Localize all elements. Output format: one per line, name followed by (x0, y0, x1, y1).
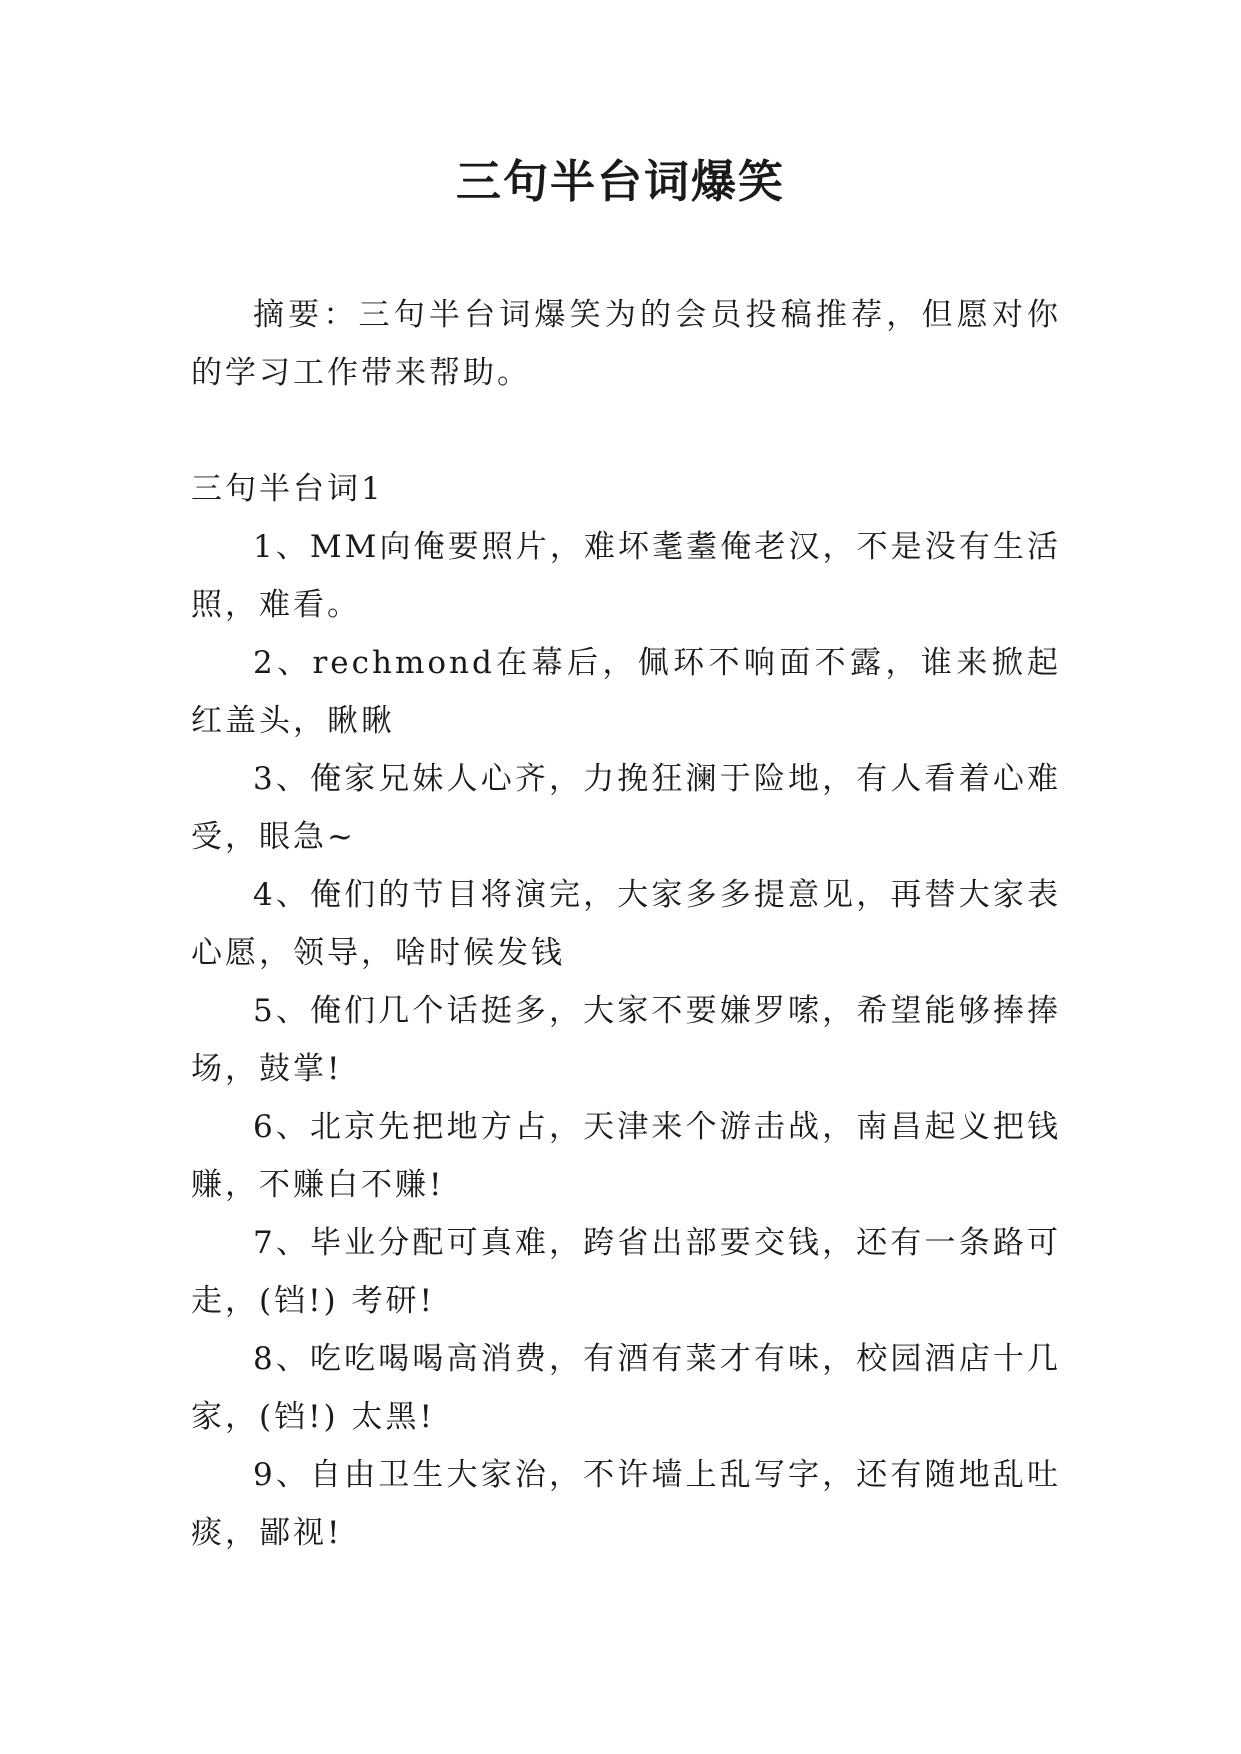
list-item: 3、俺家兄妹人心齐，力挽狂澜于险地，有人看着心难受，眼急~ (191, 761, 1061, 855)
list-item: 6、北京先把地方占，天津来个游击战，南昌起义把钱赚，不赚白不赚! (191, 1109, 1061, 1203)
list-item: 8、吃吃喝喝高消费，有酒有菜才有味，校园酒店十几家，(铛!) 太黑! (191, 1341, 1061, 1435)
summary-paragraph: 摘要：三句半台词爆笑为的会员投稿推荐，但愿对你的学习工作带来帮助。 (191, 297, 1061, 391)
document-body (191, 286, 1061, 1562)
document-title: 三句半台词爆笑 (455, 155, 785, 208)
list-item: 4、俺们的节目将演完，大家多多提意见，再替大家表心愿，领导，啥时候发钱 (191, 877, 1061, 971)
list-item: 5、俺们几个话挺多，大家不要嫌罗嗦，希望能够捧捧场，鼓掌! (191, 993, 1061, 1087)
list-item: 7、毕业分配可真难，跨省出部要交钱，还有一条路可走，(铛!) 考研! (191, 1225, 1061, 1319)
section-heading: 三句半台词1 (191, 471, 384, 507)
list-item: 9、自由卫生大家治，不许墙上乱写字，还有随地乱吐痰，鄙视! (191, 1457, 1061, 1551)
list-item: 1、MM向俺要照片，难坏耄耋俺老汉，不是没有生活照，难看。 (191, 529, 1061, 623)
list-item: 2、rechmond在幕后，佩环不响面不露，谁来掀起红盖头，瞅瞅 (191, 645, 1061, 739)
